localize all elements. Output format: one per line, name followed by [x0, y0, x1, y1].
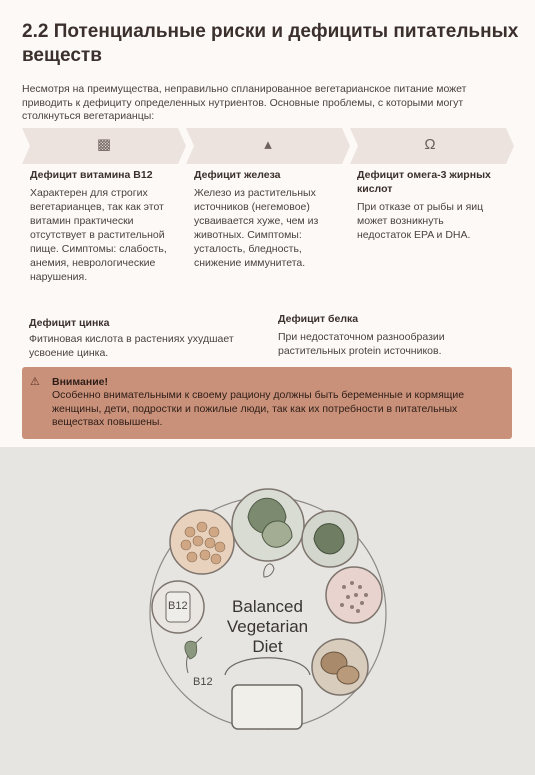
supplement-jar-icon: ▩ — [96, 136, 112, 153]
warning-callout — [22, 367, 512, 439]
card-protein-text: При недостаточном разнообразии растительных protein источников. — [278, 331, 445, 357]
section-title: 2.2 Потенциальные риски и дефициты питательных веществ — [22, 21, 519, 66]
illustration-title-line2: Vegetarian — [226, 617, 309, 636]
warning-icon: ⚠ — [30, 376, 40, 388]
illustration-title-line1: Balanced — [232, 597, 303, 616]
warning-title: Внимание! — [52, 376, 108, 388]
illustration-title — [200, 597, 335, 657]
card-omega3-heading: Дефицит омега-3 жирных кислот — [357, 169, 491, 195]
b12-label-bottom: B12 — [193, 676, 213, 688]
card-iron-text: Железо из растительных источников (негемовое) усваивается хуже, чем из животных. Симптомы: усталость, бледность, снижение иммунитета. — [194, 187, 319, 269]
balanced-diet-illustration — [0, 447, 535, 775]
card-protein-heading: Дефицит белка — [278, 313, 359, 325]
card-zinc-heading: Дефицит цинка — [29, 317, 110, 329]
deficiency-arrow-bar — [22, 128, 517, 164]
warning-text: Особенно внимательными к своему рациону должны быть беременные и кормящие женщины, дети, подростки и пожилые люди, так как их потребности в питательных веществах повышены. — [52, 389, 465, 428]
illustration-title-line3: Diet — [252, 637, 283, 656]
intro-paragraph: Несмотря на преимущества, неправильно спланированное вегетарианское питание может приводить к дефициту определенных нутриентов. Основные проблемы, с которыми могут столкнуться вегетарианцы: — [22, 83, 467, 122]
card-b12-text: Характерен для строгих вегетарианцев, так как этот витамин практически отсутствует в растительной пище. Симптомы: слабость, анемия, неврологические нарушения. — [30, 187, 167, 283]
b12-label-top: B12 — [168, 600, 188, 612]
card-iron-heading: Дефицит железа — [194, 169, 281, 181]
card-omega3-text: При отказе от рыбы и яиц может возникнуть недостаток EPA и DHA. — [357, 201, 484, 241]
tofu-block — [232, 685, 302, 729]
card-zinc-text: Фитиновая кислота в растениях ухудшает усвоение цинка. — [29, 333, 234, 359]
iron-icon: ▴ — [264, 136, 272, 153]
omega-icon: Ω — [424, 136, 436, 153]
card-b12-heading: Дефицит витамина B12 — [30, 169, 153, 181]
